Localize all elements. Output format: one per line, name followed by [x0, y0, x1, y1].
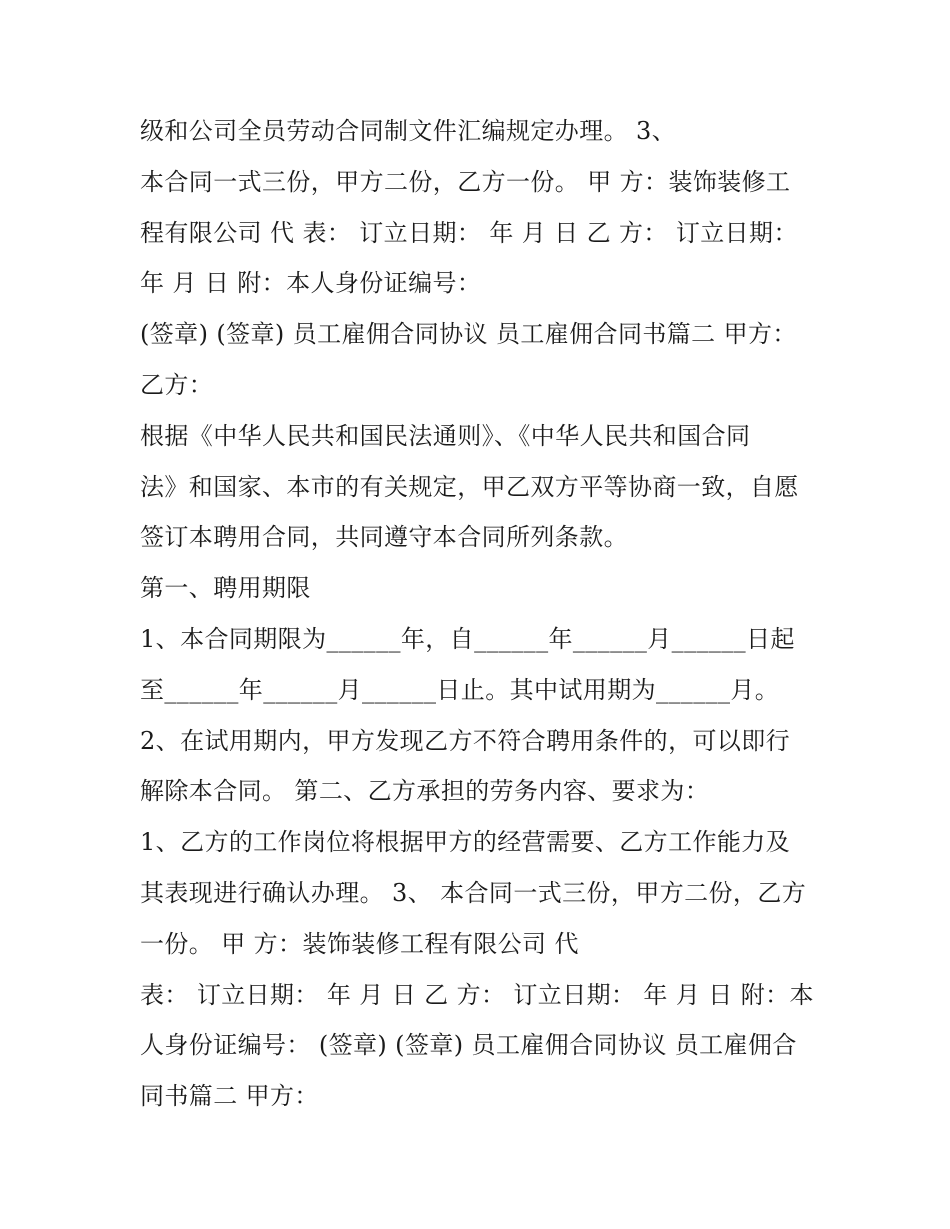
text-line: 1、本合同期限为______年，自______年______月______日起 — [140, 624, 795, 653]
text-line: 本合同一式三份，甲方二份，乙方一份。 甲 方：装饰装修工 — [140, 167, 791, 196]
section-heading: 第一、聘用期限 — [140, 574, 311, 603]
text-line: 程有限公司 代 表： 订立日期： 年 月 日 乙 方： 订立日期： — [140, 218, 798, 247]
text-line: 级和公司全员劳动合同制文件汇编规定办理。 3、 — [140, 117, 677, 145]
text-line: 根据《中华人民共和国民法通则》、《中华人民共和国合同 — [140, 421, 751, 450]
text-line: 表： 订立日期： 年 月 日 乙 方： 订立日期： 年 月 日 附：本 — [140, 980, 814, 1009]
text-line: 乙方： — [140, 370, 214, 399]
text-line: 法》和国家、本市的有关规定，甲乙双方平等协商一致，自愿 — [140, 472, 799, 501]
text-line: 同书篇二 甲方： — [140, 1082, 319, 1111]
text-line: 人身份证编号： (签章) (签章) 员工雇佣合同协议 员工雇佣合 — [140, 1031, 797, 1060]
text-line: 至______年______月______日止。其中试用期为______月。 — [140, 675, 780, 704]
text-line: 签订本聘用合同，共同遵守本合同所列条款。 — [140, 523, 628, 552]
text-line: 1、乙方的工作岗位将根据甲方的经营需要、乙方工作能力及 — [140, 828, 791, 857]
text-line: 解除本合同。 第二、乙方承担的劳务内容、要求为： — [140, 777, 710, 806]
document-body — [140, 106, 820, 1122]
text-line: (签章) (签章) 员工雇佣合同协议 员工雇佣合同书篇二 甲方： — [140, 320, 797, 349]
text-line: 其表现进行确认办理。 3、 本合同一式三份，甲方二份，乙方 — [140, 878, 807, 907]
text-line: 一份。 甲 方：装饰装修工程有限公司 代 — [140, 929, 579, 958]
text-line: 2、在试用期内，甲方发现乙方不符合聘用条件的，可以即行 — [140, 726, 791, 755]
text-line: 年 月 日 附：本人身份证编号： — [140, 269, 482, 298]
